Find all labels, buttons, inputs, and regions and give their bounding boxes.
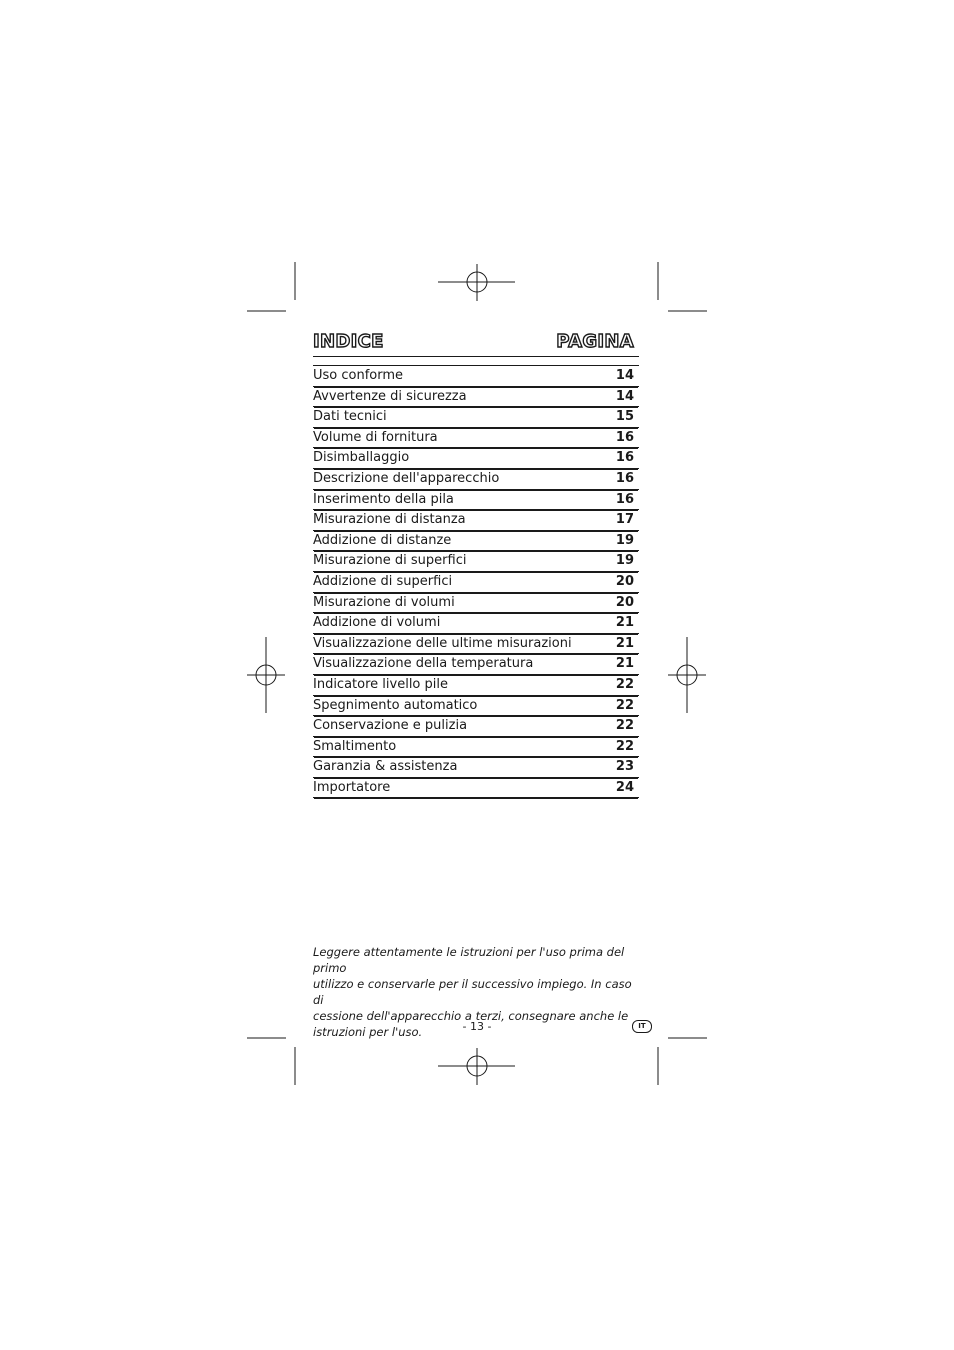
toc-entry-title: Disimballaggio bbox=[313, 450, 410, 466]
toc-entry bbox=[313, 593, 639, 614]
registration-target-left bbox=[247, 637, 285, 713]
toc-entry-title: Conservazione e pulizia bbox=[313, 718, 468, 734]
usage-note-line: istruzioni per l'uso. bbox=[313, 1025, 423, 1039]
toc-entry-title: Spegnimento automatico bbox=[313, 697, 478, 713]
toc-entry-title: Addizione di superfici bbox=[313, 573, 453, 589]
toc-entry-page: 22 bbox=[615, 697, 634, 713]
toc-entry bbox=[313, 675, 639, 696]
toc-entry-page: 19 bbox=[615, 532, 634, 548]
toc-entry bbox=[313, 428, 639, 449]
page-number: - 13 - bbox=[462, 1020, 492, 1033]
toc-entry bbox=[313, 737, 639, 758]
toc-entry-page: 14 bbox=[615, 388, 634, 404]
toc-entry-page: 21 bbox=[615, 635, 634, 651]
toc-header bbox=[313, 330, 639, 357]
toc-entry bbox=[313, 634, 639, 655]
toc-entry-title: Misurazione di volumi bbox=[313, 594, 455, 610]
usage-note-line: utilizzo e conservarle per il successivo impiego. In caso di bbox=[313, 977, 632, 1007]
toc-entry-list bbox=[313, 365, 639, 798]
toc-entry bbox=[313, 757, 639, 778]
toc-entry bbox=[313, 531, 639, 552]
toc-entry-title: Dati tecnici bbox=[313, 409, 387, 425]
toc-entry bbox=[313, 490, 639, 511]
registration-target-top bbox=[438, 264, 515, 301]
toc-entry bbox=[313, 407, 639, 428]
toc-entry-page: 16 bbox=[615, 450, 634, 466]
toc-entry bbox=[313, 716, 639, 737]
toc-entry-title: Misurazione di distanza bbox=[313, 512, 466, 528]
toc-entry-title: Addizione di volumi bbox=[313, 615, 441, 631]
toc-entry-page: 20 bbox=[615, 573, 634, 589]
toc-entry-title: Garanzia & assistenza bbox=[313, 759, 458, 775]
toc-entry-page: 21 bbox=[615, 615, 634, 631]
table-of-contents bbox=[313, 330, 639, 798]
toc-entry-page: 17 bbox=[615, 512, 634, 528]
toc-entry-page: 16 bbox=[615, 429, 634, 445]
toc-entry bbox=[313, 696, 639, 717]
toc-entry bbox=[313, 654, 639, 675]
toc-entry-title: Avvertenze di sicurezza bbox=[313, 388, 467, 404]
usage-note-line: cessione dell'apparecchio a terzi, consegnare anche le bbox=[313, 1009, 629, 1023]
toc-entry bbox=[313, 778, 639, 799]
toc-entry bbox=[313, 387, 639, 408]
toc-entry-title: Importatore bbox=[313, 779, 391, 795]
toc-heading-index: INDICE bbox=[313, 331, 384, 352]
registration-target-right bbox=[668, 637, 706, 713]
toc-entry bbox=[313, 551, 639, 572]
toc-entry bbox=[313, 613, 639, 634]
toc-entry bbox=[313, 366, 639, 387]
language-badge: IT bbox=[632, 1020, 652, 1033]
toc-entry-page: 16 bbox=[615, 491, 634, 507]
toc-entry-page: 21 bbox=[615, 656, 634, 672]
toc-entry-title: Visualizzazione delle ultime misurazioni bbox=[313, 635, 572, 651]
toc-entry bbox=[313, 510, 639, 531]
toc-entry-page: 19 bbox=[615, 553, 634, 569]
toc-entry-page: 22 bbox=[615, 676, 634, 692]
usage-note-line: Leggere attentamente le istruzioni per l'uso prima del primo bbox=[313, 945, 625, 975]
toc-entry-title: Misurazione di superfici bbox=[313, 553, 467, 569]
toc-entry-title: Smaltimento bbox=[313, 738, 397, 754]
toc-entry-page: 22 bbox=[615, 718, 634, 734]
toc-entry-title: Visualizzazione della temperatura bbox=[313, 656, 534, 672]
toc-entry-page: 23 bbox=[615, 759, 634, 775]
toc-entry-page: 22 bbox=[615, 738, 634, 754]
toc-entry-title: Descrizione dell'apparecchio bbox=[313, 470, 500, 486]
toc-entry-page: 14 bbox=[615, 368, 634, 383]
toc-entry-title: Inserimento della pila bbox=[313, 491, 454, 507]
toc-entry-title: Addizione di distanze bbox=[313, 532, 452, 548]
toc-entry bbox=[313, 572, 639, 593]
toc-heading-page: PAGINA bbox=[556, 331, 634, 352]
toc-entry-title: Volume di fornitura bbox=[313, 429, 438, 445]
toc-entry-page: 15 bbox=[615, 409, 634, 425]
toc-entry-page: 24 bbox=[615, 779, 634, 795]
toc-entry bbox=[313, 469, 639, 490]
registration-target-bottom bbox=[438, 1048, 515, 1085]
toc-entry bbox=[313, 448, 639, 469]
toc-entry-page: 16 bbox=[615, 470, 634, 486]
toc-entry-title: Uso conforme bbox=[313, 368, 404, 383]
toc-entry-page: 20 bbox=[615, 594, 634, 610]
toc-entry-title: Indicatore livello pile bbox=[313, 676, 448, 692]
